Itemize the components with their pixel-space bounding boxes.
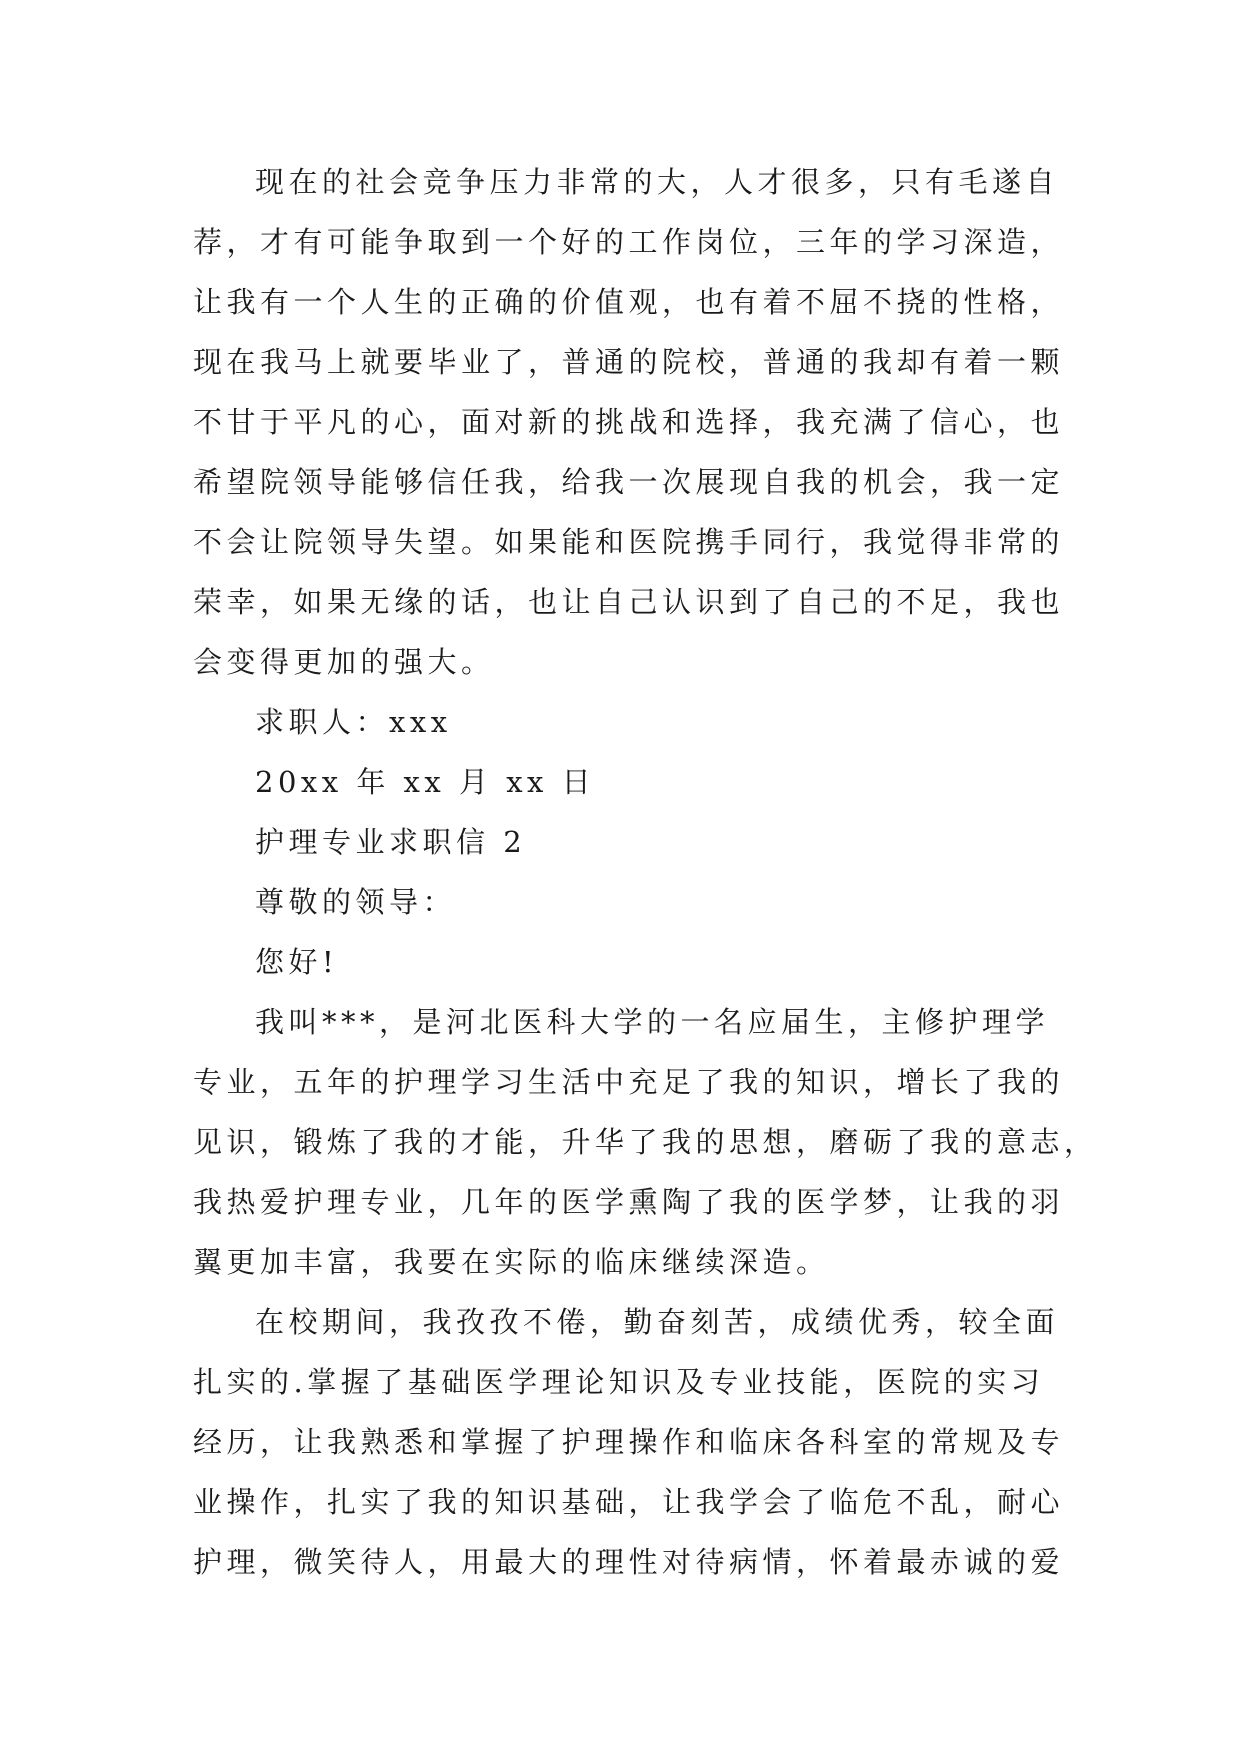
text-line: 不会让院领导失望。如果能和医院携手同行，我觉得非常的	[193, 525, 1065, 559]
greeting: 您好!	[255, 945, 339, 979]
text-line: 扎实的.掌握了基础医学理论知识及专业技能，医院的实习	[193, 1365, 1045, 1399]
salutation: 尊敬的领导：	[255, 885, 457, 919]
text-line: 见识，锻炼了我的才能，升华了我的思想，磨砺了我的意志，	[193, 1125, 1098, 1159]
text-line: 荐，才有可能争取到一个好的工作岗位，三年的学习深造，	[193, 225, 1065, 259]
date-line: 20xx 年 xx 月 xx 日	[255, 765, 596, 799]
text-line: 现在的社会竞争压力非常的大，人才很多，只有毛遂自	[255, 165, 1060, 199]
text-line: 翼更加丰富，我要在实际的临床继续深造。	[193, 1245, 830, 1279]
text-line: 我叫***，是河北医科大学的一名应届生，主修护理学	[255, 1005, 1050, 1039]
text-line: 护理，微笑待人，用最大的理性对待病情，怀着最赤诚的爱	[193, 1545, 1065, 1579]
document-page	[193, 152, 1098, 1592]
text-line: 专业，五年的护理学习生活中充足了我的知识，增长了我的	[193, 1065, 1065, 1099]
text-line: 我热爱护理专业，几年的医学熏陶了我的医学梦，让我的羽	[193, 1185, 1065, 1219]
text-line: 希望院领导能够信任我，给我一次展现自我的机会，我一定	[193, 465, 1065, 499]
text-line: 让我有一个人生的正确的价值观，也有着不屈不挠的性格，	[193, 285, 1065, 319]
text-line: 不甘于平凡的心，面对新的挑战和选择，我充满了信心，也	[193, 405, 1065, 439]
text-line: 现在我马上就要毕业了，普通的院校，普通的我却有着一颗	[193, 345, 1065, 379]
text-line: 荣幸，如果无缘的话，也让自己认识到了自己的不足，我也	[193, 585, 1065, 619]
applicant-line: 求职人：xxx	[255, 705, 452, 739]
text-line: 经历，让我熟悉和掌握了护理操作和临床各科室的常规及专	[193, 1425, 1065, 1459]
section-title: 护理专业求职信 2	[255, 825, 527, 859]
text-line: 业操作，扎实了我的知识基础，让我学会了临危不乱，耐心	[193, 1485, 1065, 1519]
text-line: 会变得更加的强大。	[193, 645, 495, 679]
text-line: 在校期间，我孜孜不倦，勤奋刻苦，成绩优秀，较全面	[255, 1305, 1060, 1339]
